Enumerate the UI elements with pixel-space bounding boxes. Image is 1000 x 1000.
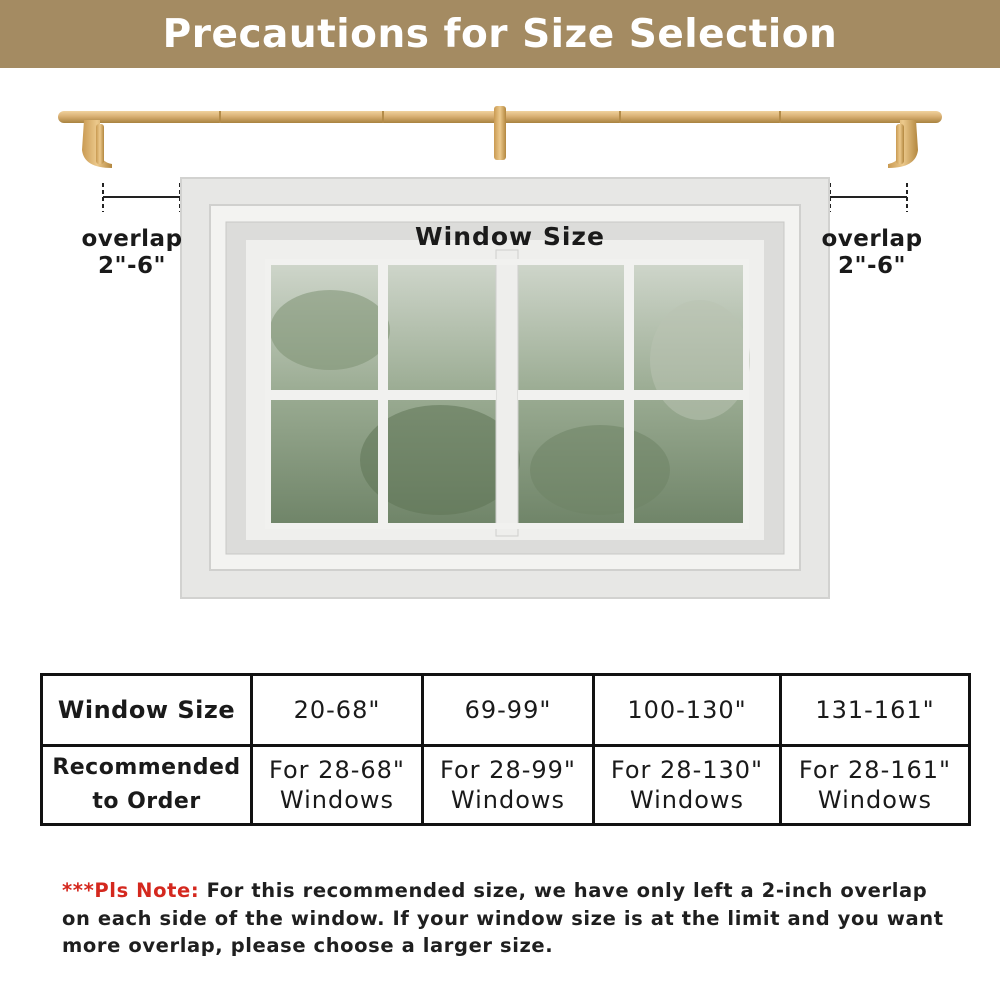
- table-row-window-size: [42, 675, 970, 746]
- order-cell: [594, 746, 781, 825]
- order-line1: For 28-161": [798, 756, 952, 784]
- table-row-recommended: [42, 746, 970, 825]
- order-line2: Windows: [629, 786, 745, 814]
- header-banner: [0, 0, 1000, 68]
- left-overlap-label: [72, 226, 192, 280]
- row-header-window-size: Window Size: [42, 675, 252, 746]
- row-header-recommended-line1: Recommended: [52, 755, 241, 780]
- note-text: For this recommended size, we have only left a 2-inch overlap on each side of the window. If your window size is at the limit and you want more overlap, please choose a larger size.: [62, 879, 944, 957]
- note-prefix: ***Pls Note:: [62, 879, 200, 902]
- window-size-label: Window Size: [415, 222, 605, 251]
- order-cell: [781, 746, 970, 825]
- center-bracket: [494, 106, 506, 160]
- window-size-cell: 69-99": [423, 675, 594, 746]
- order-line2: Windows: [450, 786, 566, 814]
- order-line2: Windows: [279, 786, 395, 814]
- right-overlap-value: 2"-6": [837, 253, 907, 279]
- order-line1: For 28-130": [610, 756, 764, 784]
- size-table: [40, 673, 971, 826]
- left-bracket: [82, 120, 112, 168]
- window-size-cell: 131-161": [781, 675, 970, 746]
- order-line1: For 28-99": [440, 756, 576, 784]
- row-header-recommended: [42, 746, 252, 825]
- right-overlap-label: [812, 226, 932, 280]
- window-size-cell: 20-68": [252, 675, 423, 746]
- right-overlap-text: overlap: [821, 226, 923, 252]
- order-cell: [423, 746, 594, 825]
- window-rod-illustration: [0, 68, 1000, 628]
- order-line2: Windows: [817, 786, 933, 814]
- window-size-cell: 100-130": [594, 675, 781, 746]
- right-bracket: [888, 120, 918, 168]
- row-header-recommended-line2: to Order: [92, 789, 201, 814]
- left-overlap-value: 2"-6": [97, 253, 167, 279]
- left-overlap-text: overlap: [81, 226, 183, 252]
- order-cell: [252, 746, 423, 825]
- size-note: [62, 877, 962, 960]
- page-title: Precautions for Size Selection: [162, 11, 838, 57]
- order-line1: For 28-68": [269, 756, 405, 784]
